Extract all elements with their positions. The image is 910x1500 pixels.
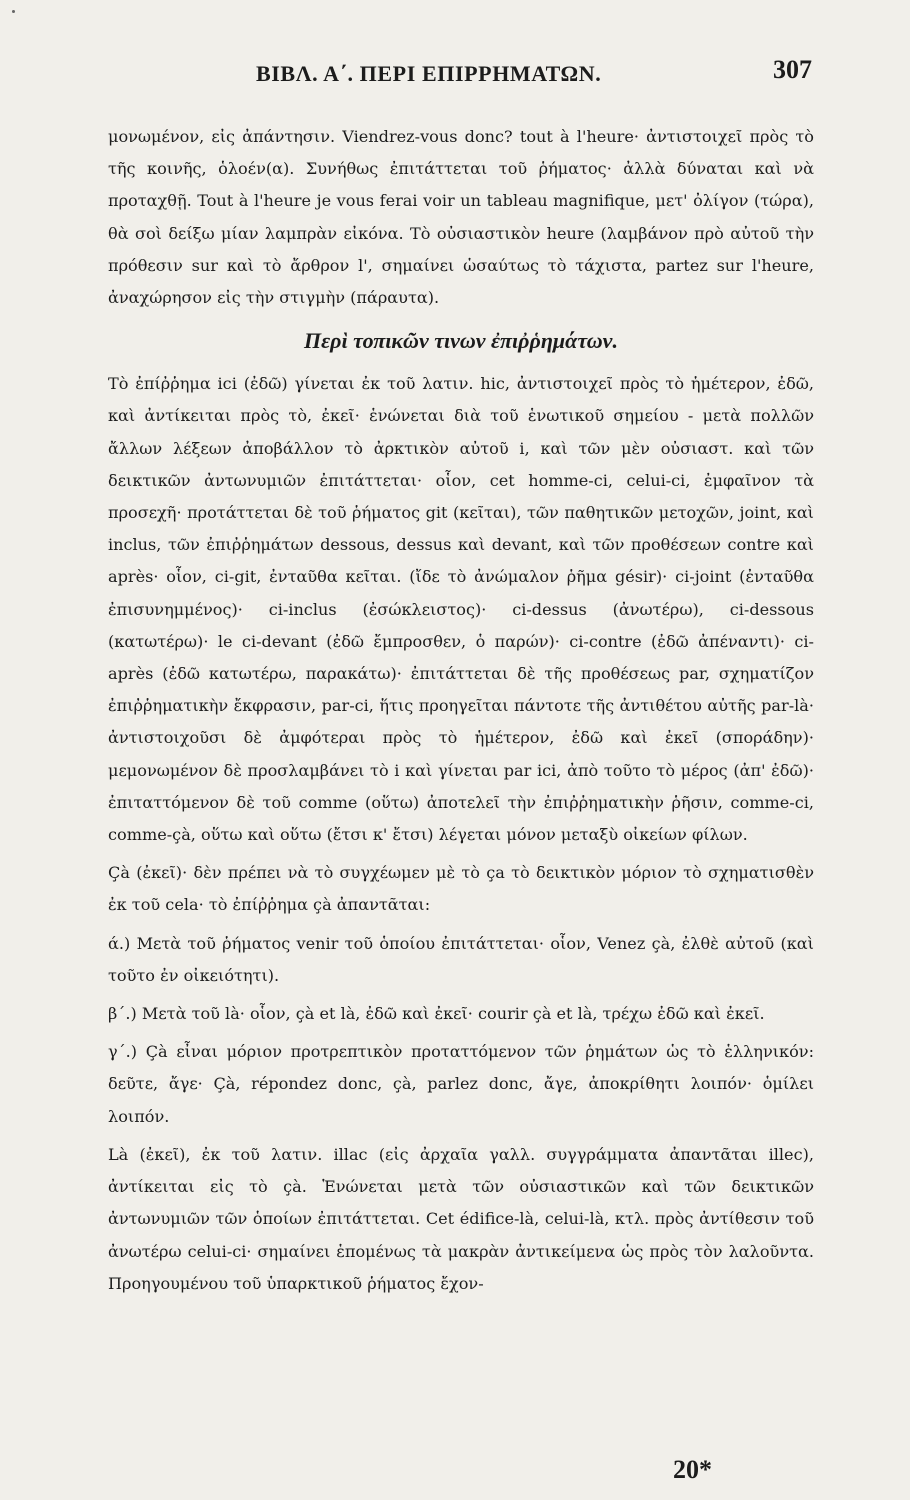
signature-mark: 20* [673, 1455, 712, 1484]
book-page [108, 55, 814, 1485]
paragraph-la: Là (ἐκεῖ), ἐκ τοῦ λατιν. illac (εἰς ἀρχαῖα γαλλ. συγγράμματα ἀπαντᾶται illec), ἀντίκειται εἰς τὸ çà. Ἑνώνεται μετὰ τῶν οὐσιαστικῶν καὶ τῶν δεικτικῶν ἀντωνυμιῶν τῶν ὁποίων ἐπιτάττεται. Cet édifice-là, celui-là, κτλ. πρὸς ἀντίθεσιν τοῦ ἀνωτέρω celui-ci· σημαίνει ἑπομένως τὰ μακρὰν ἀντικείμενα ὡς πρὸς τὸν λαλοῦντα. Προηγουμένου τοῦ ὑπαρκτικοῦ ῥήματος ἔχον- [108, 1144, 814, 1293]
page-header [108, 55, 814, 99]
paragraph-ca-alpha: ά.) Μετὰ τοῦ ῥήματος venir τοῦ ὁποίου ἐπιτάττεται· οἷον, Venez çà, ἐλθὲ αὐτοῦ (καὶ τοῦτο ἐν οἰκειότητι). [108, 933, 814, 985]
running-title: BIBΛ. Α΄. ΠΕΡΙ ΕΠΙΡΡΗΜΑΤΩΝ. [256, 61, 602, 86]
section-heading: Περὶ τοπικῶν τινων ἐπιῤῥημάτων. [304, 328, 618, 354]
paragraph-ca-beta: β΄.) Μετὰ τοῦ là· οἷον, çà et là, ἐδῶ καὶ ἐκεῖ· courir çà et là, τρέχω ἐδῶ καὶ ἐκεῖ. [108, 1004, 765, 1024]
paragraph-ca: Çà (ἐκεῖ)· δὲν πρέπει νὰ τὸ συγχέωμεν μὲ τὸ ça τὸ δεικτικὸν μόριον τὸ σχηματισθὲν ἐκ τοῦ cela· τὸ ἐπίῤῥημα çà ἀπαντᾶται: [108, 863, 814, 915]
margin-speck [12, 10, 15, 13]
paragraph-continuation: μονωμένον, εἰς ἀπάντησιν. Viendrez-vous donc? tout à l'heure· ἀντιστοιχεῖ πρὸς τὸ τῆς κοινῆς, ὁλοέν(α). Συνήθως ἐπιτάττεται τοῦ ῥήματος· ἀλλὰ δύναται καὶ νὰ προταχθῇ. Tout à l'heure je vous ferai voir un tableau magnifique, μετ' ὀλίγον (τώρα), θὰ σοὶ δείξω μίαν λαμπρὰν εἰκόνα. Τὸ οὐσιαστικὸν heure (λαμβάνον πρὸ αὐτοῦ τὴν πρόθεσιν sur καὶ τὸ ἄρθρον l', σημαίνει ὡσαύτως τὸ τάχιστα, partez sur l'heure, ἀναχώρησον εἰς τὴν στιγμὴν (πάραυτα). [108, 127, 814, 308]
paragraph-ici: Τὸ ἐπίῤῥημα ici (ἐδῶ) γίνεται ἐκ τοῦ λατιν. hic, ἀντιστοιχεῖ πρὸς τὸ ἡμέτερον, ἐδῶ, καὶ ἀντίκειται πρὸς τὸ, ἐκεῖ· ἑνώνεται διὰ τοῦ ἑνωτικοῦ σημείου - μετὰ πολλῶν ἄλλων λέξεων ἀποβάλλον τὸ ἀρκτικὸν αὐτοῦ i, καὶ τῶν μὲν οὐσιαστ. καὶ τῶν δεικτικῶν ἀντωνυμιῶν ἐπιτάττεται· οἷον, cet homme-ci, celui-ci, ἐμφαῖνον τὰ προσεχῆ· προτάττεται δὲ τοῦ ῥήματος git (κεῖται), τῶν παθητικῶν μετοχῶν, joint, καὶ inclus, τῶν ἐπιῤῥημάτων dessous, dessus καὶ devant, καὶ τῶν προθέσεων contre καὶ après· οἷον, ci-git, ἐνταῦθα κεῖται. (ἴδε τὸ ἀνώμαλον ῥῆμα gésir)· ci-joint (ἐνταῦθα ἐπισυνημμένος)· ci-inclus (ἐσώκλειστος)· ci-dessus (ἀνωτέρω), ci-dessous (κατωτέρω)· le ci-devant (ἐδῶ ἔμπροσθεν, ὁ παρών)· ci-contre (ἐδῶ ἀπέναντι)· ci-après (ἐδῶ κατωτέρω, παρακάτω)· ἐπιτάττεται δὲ τῆς προθέσεως par, σχηματίζον ἐπιῤῥηματικὴν ἔκφρασιν, par-ci, ἥτις προηγεῖται πάντοτε τῆς ἀντιθέτου αὐτῆς par-là· ἀντιστοιχοῦσι δὲ ἀμφότεραι πρὸς τὸ ἡμέτερον, ἐδῶ καὶ ἐκεῖ (σποράδην)· μεμονωμένον δὲ προσλαμβάνει τὸ i καὶ γίνεται par ici, ἀπὸ τοῦτο τὸ μέρος (ἀπ' ἐδῶ)· ἐπιταττόμενον δὲ τοῦ comme (οὕτω) ἀποτελεῖ τὴν ἐπιῤῥηματικὴν ῥῆσιν, comme-ci, comme-çà, οὕτω καὶ οὕτω (ἔτσι κ' ἔτσι) λέγεται μόνον μεταξὺ οἰκείων φίλων. [108, 374, 814, 845]
page-body [108, 121, 814, 1300]
paragraph-ca-gamma: γ΄.) Çà εἶναι μόριον προτρεπτικὸν προταττόμενον τῶν ῥημάτων ὡς τὸ ἑλληνικόν: δεῦτε, ἄγε· Çà, répondez donc, çà, parlez donc, ἄγε, ἀποκρίθητι λοιπόν· ὁμίλει λοιπόν. [108, 1042, 814, 1126]
page-number: 307 [773, 55, 812, 84]
